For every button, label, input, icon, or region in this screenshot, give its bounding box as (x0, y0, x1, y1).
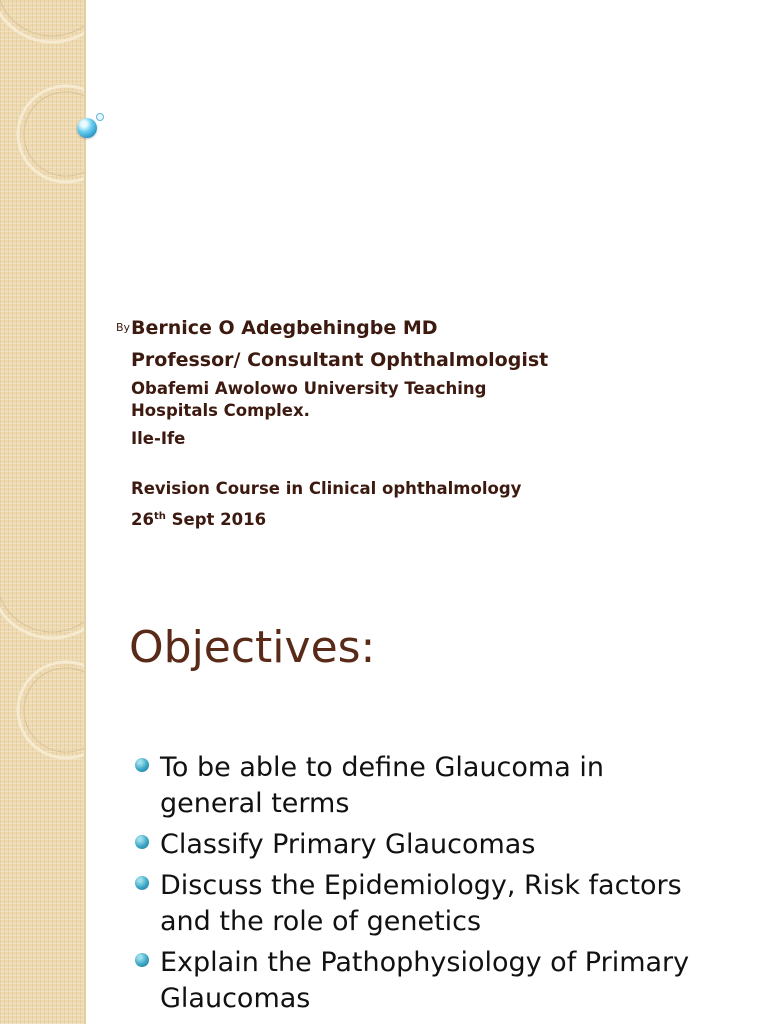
bullet-icon (135, 953, 149, 967)
bullet-icon (135, 876, 149, 890)
course-name: Revision Course in Clinical ophthalmology (131, 479, 522, 498)
decorative-small-bead-icon (96, 113, 104, 121)
list-item (135, 945, 695, 1017)
list-item-text: Discuss the Epidemiology, Risk factors and the role of genetics (160, 870, 682, 937)
author-position: Professor/ Consultant Ophthalmologist (131, 349, 549, 371)
date-suffix: th (153, 511, 166, 522)
author-name: Bernice O Adegbehingbe MD (131, 317, 438, 339)
decorative-bead-icon (77, 118, 97, 138)
list-item (135, 827, 695, 863)
slide-title: Objectives: (129, 622, 376, 673)
objectives-list (135, 750, 695, 1022)
objectives-slide (0, 576, 768, 1024)
decorative-side-strip (0, 0, 86, 576)
list-item (135, 750, 695, 822)
presentation-date (131, 506, 561, 531)
list-item-text: To be able to define Glaucoma in general terms (160, 752, 604, 819)
decorative-side-strip (0, 576, 86, 1024)
list-item (135, 868, 695, 940)
list-item-text: Explain the Pathophysiology of Primary Glaucomas (160, 947, 690, 1014)
date-day: 26 (131, 510, 154, 529)
town: Ile-Ife (131, 429, 186, 448)
bullet-icon (135, 835, 149, 849)
author-block (116, 316, 561, 531)
circle-pattern-decoration (0, 0, 84, 576)
by-label: By (116, 321, 131, 334)
institution: Obafemi Awolowo University Teaching Hospitals Complex. (131, 379, 487, 420)
date-rest: Sept 2016 (165, 510, 267, 529)
circle-pattern-decoration (0, 576, 84, 1024)
bullet-icon (135, 758, 149, 772)
list-item-text: Classify Primary Glaucomas (160, 829, 536, 860)
